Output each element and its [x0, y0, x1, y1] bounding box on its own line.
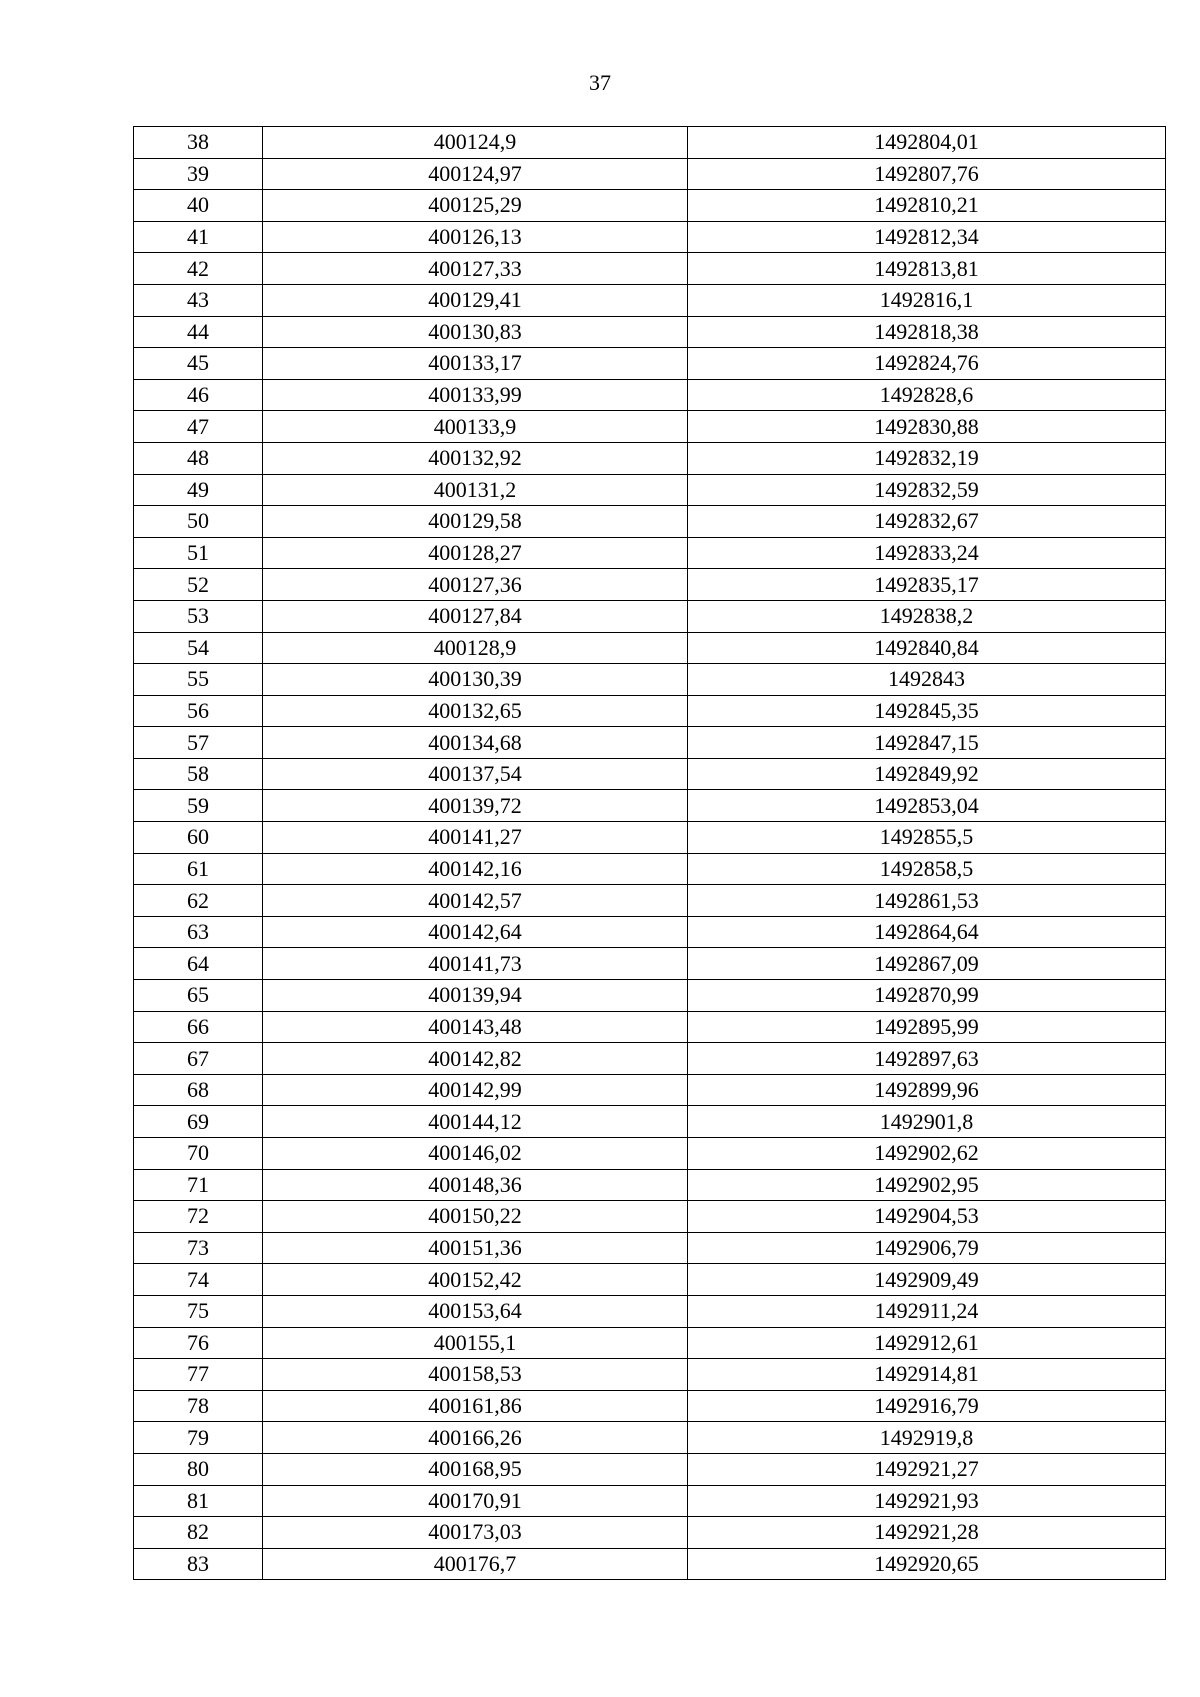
table-row: [134, 1264, 1166, 1296]
y-coordinate-cell: 1492810,21: [688, 190, 1166, 222]
coordinates-table-body: [134, 127, 1166, 1580]
x-coordinate-cell: 400129,41: [263, 284, 688, 316]
x-coordinate-cell: 400142,16: [263, 853, 688, 885]
x-coordinate-cell: 400137,54: [263, 758, 688, 790]
y-coordinate-cell: 1492840,84: [688, 632, 1166, 664]
x-coordinate-cell: 400144,12: [263, 1106, 688, 1138]
point-number-cell: 64: [134, 948, 263, 980]
y-coordinate-cell: 1492849,92: [688, 758, 1166, 790]
y-coordinate-cell: 1492830,88: [688, 411, 1166, 443]
point-number-cell: 66: [134, 1011, 263, 1043]
table-row: [134, 790, 1166, 822]
table-row: [134, 316, 1166, 348]
y-coordinate-cell: 1492833,24: [688, 537, 1166, 569]
y-coordinate-cell: 1492921,93: [688, 1485, 1166, 1517]
x-coordinate-cell: 400153,64: [263, 1295, 688, 1327]
y-coordinate-cell: 1492847,15: [688, 727, 1166, 759]
table-row: [134, 253, 1166, 285]
y-coordinate-cell: 1492843: [688, 664, 1166, 696]
x-coordinate-cell: 400150,22: [263, 1201, 688, 1233]
point-number-cell: 72: [134, 1201, 263, 1233]
table-row: [134, 664, 1166, 696]
y-coordinate-cell: 1492921,27: [688, 1453, 1166, 1485]
x-coordinate-cell: 400139,94: [263, 980, 688, 1012]
point-number-cell: 69: [134, 1106, 263, 1138]
x-coordinate-cell: 400128,9: [263, 632, 688, 664]
point-number-cell: 79: [134, 1422, 263, 1454]
y-coordinate-cell: 1492921,28: [688, 1517, 1166, 1549]
x-coordinate-cell: 400128,27: [263, 537, 688, 569]
x-coordinate-cell: 400126,13: [263, 221, 688, 253]
y-coordinate-cell: 1492911,24: [688, 1295, 1166, 1327]
x-coordinate-cell: 400127,33: [263, 253, 688, 285]
table-row: [134, 158, 1166, 190]
x-coordinate-cell: 400158,53: [263, 1359, 688, 1391]
point-number-cell: 73: [134, 1232, 263, 1264]
y-coordinate-cell: 1492920,65: [688, 1548, 1166, 1580]
table-row: [134, 474, 1166, 506]
x-coordinate-cell: 400127,36: [263, 569, 688, 601]
table-row: [134, 1295, 1166, 1327]
point-number-cell: 82: [134, 1517, 263, 1549]
table-row: [134, 1011, 1166, 1043]
y-coordinate-cell: 1492906,79: [688, 1232, 1166, 1264]
point-number-cell: 54: [134, 632, 263, 664]
y-coordinate-cell: 1492861,53: [688, 885, 1166, 917]
table-row: [134, 1485, 1166, 1517]
point-number-cell: 47: [134, 411, 263, 443]
table-row: [134, 695, 1166, 727]
y-coordinate-cell: 1492914,81: [688, 1359, 1166, 1391]
y-coordinate-cell: 1492828,6: [688, 379, 1166, 411]
point-number-cell: 55: [134, 664, 263, 696]
y-coordinate-cell: 1492916,79: [688, 1390, 1166, 1422]
y-coordinate-cell: 1492901,8: [688, 1106, 1166, 1138]
point-number-cell: 74: [134, 1264, 263, 1296]
y-coordinate-cell: 1492832,59: [688, 474, 1166, 506]
y-coordinate-cell: 1492919,8: [688, 1422, 1166, 1454]
table-row: [134, 758, 1166, 790]
table-row: [134, 1359, 1166, 1391]
x-coordinate-cell: 400132,65: [263, 695, 688, 727]
x-coordinate-cell: 400134,68: [263, 727, 688, 759]
table-row: [134, 348, 1166, 380]
table-row: [134, 980, 1166, 1012]
table-row: [134, 885, 1166, 917]
x-coordinate-cell: 400133,99: [263, 379, 688, 411]
point-number-cell: 76: [134, 1327, 263, 1359]
x-coordinate-cell: 400142,99: [263, 1074, 688, 1106]
point-number-cell: 42: [134, 253, 263, 285]
point-number-cell: 78: [134, 1390, 263, 1422]
x-coordinate-cell: 400142,82: [263, 1043, 688, 1075]
table-row: [134, 506, 1166, 538]
point-number-cell: 38: [134, 127, 263, 159]
point-number-cell: 80: [134, 1453, 263, 1485]
table-row: [134, 727, 1166, 759]
y-coordinate-cell: 1492845,35: [688, 695, 1166, 727]
point-number-cell: 39: [134, 158, 263, 190]
x-coordinate-cell: 400170,91: [263, 1485, 688, 1517]
table-row: [134, 600, 1166, 632]
point-number-cell: 41: [134, 221, 263, 253]
y-coordinate-cell: 1492818,38: [688, 316, 1166, 348]
table-row: [134, 537, 1166, 569]
table-row: [134, 632, 1166, 664]
y-coordinate-cell: 1492870,99: [688, 980, 1166, 1012]
y-coordinate-cell: 1492902,62: [688, 1138, 1166, 1170]
y-coordinate-cell: 1492855,5: [688, 822, 1166, 854]
x-coordinate-cell: 400168,95: [263, 1453, 688, 1485]
y-coordinate-cell: 1492807,76: [688, 158, 1166, 190]
table-row: [134, 221, 1166, 253]
x-coordinate-cell: 400131,2: [263, 474, 688, 506]
point-number-cell: 83: [134, 1548, 263, 1580]
x-coordinate-cell: 400129,58: [263, 506, 688, 538]
table-row: [134, 1138, 1166, 1170]
x-coordinate-cell: 400142,64: [263, 916, 688, 948]
point-number-cell: 53: [134, 600, 263, 632]
point-number-cell: 52: [134, 569, 263, 601]
point-number-cell: 70: [134, 1138, 263, 1170]
y-coordinate-cell: 1492864,64: [688, 916, 1166, 948]
y-coordinate-cell: 1492909,49: [688, 1264, 1166, 1296]
point-number-cell: 58: [134, 758, 263, 790]
table-row: [134, 284, 1166, 316]
x-coordinate-cell: 400176,7: [263, 1548, 688, 1580]
x-coordinate-cell: 400146,02: [263, 1138, 688, 1170]
x-coordinate-cell: 400142,57: [263, 885, 688, 917]
table-row: [134, 1232, 1166, 1264]
y-coordinate-cell: 1492824,76: [688, 348, 1166, 380]
x-coordinate-cell: 400148,36: [263, 1169, 688, 1201]
table-row: [134, 1074, 1166, 1106]
y-coordinate-cell: 1492812,34: [688, 221, 1166, 253]
table-row: [134, 379, 1166, 411]
point-number-cell: 60: [134, 822, 263, 854]
table-row: [134, 1422, 1166, 1454]
point-number-cell: 43: [134, 284, 263, 316]
x-coordinate-cell: 400155,1: [263, 1327, 688, 1359]
x-coordinate-cell: 400132,92: [263, 442, 688, 474]
x-coordinate-cell: 400125,29: [263, 190, 688, 222]
table-row: [134, 569, 1166, 601]
point-number-cell: 45: [134, 348, 263, 380]
x-coordinate-cell: 400130,83: [263, 316, 688, 348]
y-coordinate-cell: 1492816,1: [688, 284, 1166, 316]
table-row: [134, 127, 1166, 159]
table-row: [134, 442, 1166, 474]
y-coordinate-cell: 1492867,09: [688, 948, 1166, 980]
x-coordinate-cell: 400151,36: [263, 1232, 688, 1264]
table-row: [134, 1201, 1166, 1233]
x-coordinate-cell: 400130,39: [263, 664, 688, 696]
x-coordinate-cell: 400133,17: [263, 348, 688, 380]
y-coordinate-cell: 1492832,19: [688, 442, 1166, 474]
point-number-cell: 50: [134, 506, 263, 538]
table-row: [134, 916, 1166, 948]
point-number-cell: 65: [134, 980, 263, 1012]
point-number-cell: 46: [134, 379, 263, 411]
y-coordinate-cell: 1492897,63: [688, 1043, 1166, 1075]
x-coordinate-cell: 400173,03: [263, 1517, 688, 1549]
x-coordinate-cell: 400143,48: [263, 1011, 688, 1043]
table-row: [134, 190, 1166, 222]
point-number-cell: 57: [134, 727, 263, 759]
coordinates-table: [133, 126, 1166, 1580]
y-coordinate-cell: 1492858,5: [688, 853, 1166, 885]
page-number: 37: [589, 70, 611, 95]
table-row: [134, 1043, 1166, 1075]
point-number-cell: 75: [134, 1295, 263, 1327]
table-row: [134, 1106, 1166, 1138]
table-row: [134, 853, 1166, 885]
y-coordinate-cell: 1492902,95: [688, 1169, 1166, 1201]
x-coordinate-cell: 400152,42: [263, 1264, 688, 1296]
table-row: [134, 1169, 1166, 1201]
x-coordinate-cell: 400161,86: [263, 1390, 688, 1422]
point-number-cell: 51: [134, 537, 263, 569]
table-row: [134, 1453, 1166, 1485]
y-coordinate-cell: 1492835,17: [688, 569, 1166, 601]
x-coordinate-cell: 400139,72: [263, 790, 688, 822]
y-coordinate-cell: 1492804,01: [688, 127, 1166, 159]
x-coordinate-cell: 400124,97: [263, 158, 688, 190]
point-number-cell: 71: [134, 1169, 263, 1201]
y-coordinate-cell: 1492832,67: [688, 506, 1166, 538]
x-coordinate-cell: 400133,9: [263, 411, 688, 443]
table-row: [134, 1548, 1166, 1580]
y-coordinate-cell: 1492853,04: [688, 790, 1166, 822]
point-number-cell: 59: [134, 790, 263, 822]
x-coordinate-cell: 400124,9: [263, 127, 688, 159]
y-coordinate-cell: 1492904,53: [688, 1201, 1166, 1233]
y-coordinate-cell: 1492899,96: [688, 1074, 1166, 1106]
x-coordinate-cell: 400166,26: [263, 1422, 688, 1454]
point-number-cell: 81: [134, 1485, 263, 1517]
point-number-cell: 44: [134, 316, 263, 348]
table-row: [134, 822, 1166, 854]
table-row: [134, 1517, 1166, 1549]
y-coordinate-cell: 1492838,2: [688, 600, 1166, 632]
point-number-cell: 56: [134, 695, 263, 727]
x-coordinate-cell: 400141,73: [263, 948, 688, 980]
point-number-cell: 62: [134, 885, 263, 917]
point-number-cell: 49: [134, 474, 263, 506]
point-number-cell: 48: [134, 442, 263, 474]
y-coordinate-cell: 1492912,61: [688, 1327, 1166, 1359]
table-row: [134, 1390, 1166, 1422]
point-number-cell: 68: [134, 1074, 263, 1106]
point-number-cell: 63: [134, 916, 263, 948]
y-coordinate-cell: 1492895,99: [688, 1011, 1166, 1043]
point-number-cell: 67: [134, 1043, 263, 1075]
y-coordinate-cell: 1492813,81: [688, 253, 1166, 285]
table-row: [134, 948, 1166, 980]
point-number-cell: 61: [134, 853, 263, 885]
point-number-cell: 40: [134, 190, 263, 222]
point-number-cell: 77: [134, 1359, 263, 1391]
table-row: [134, 1327, 1166, 1359]
x-coordinate-cell: 400127,84: [263, 600, 688, 632]
table-row: [134, 411, 1166, 443]
x-coordinate-cell: 400141,27: [263, 822, 688, 854]
